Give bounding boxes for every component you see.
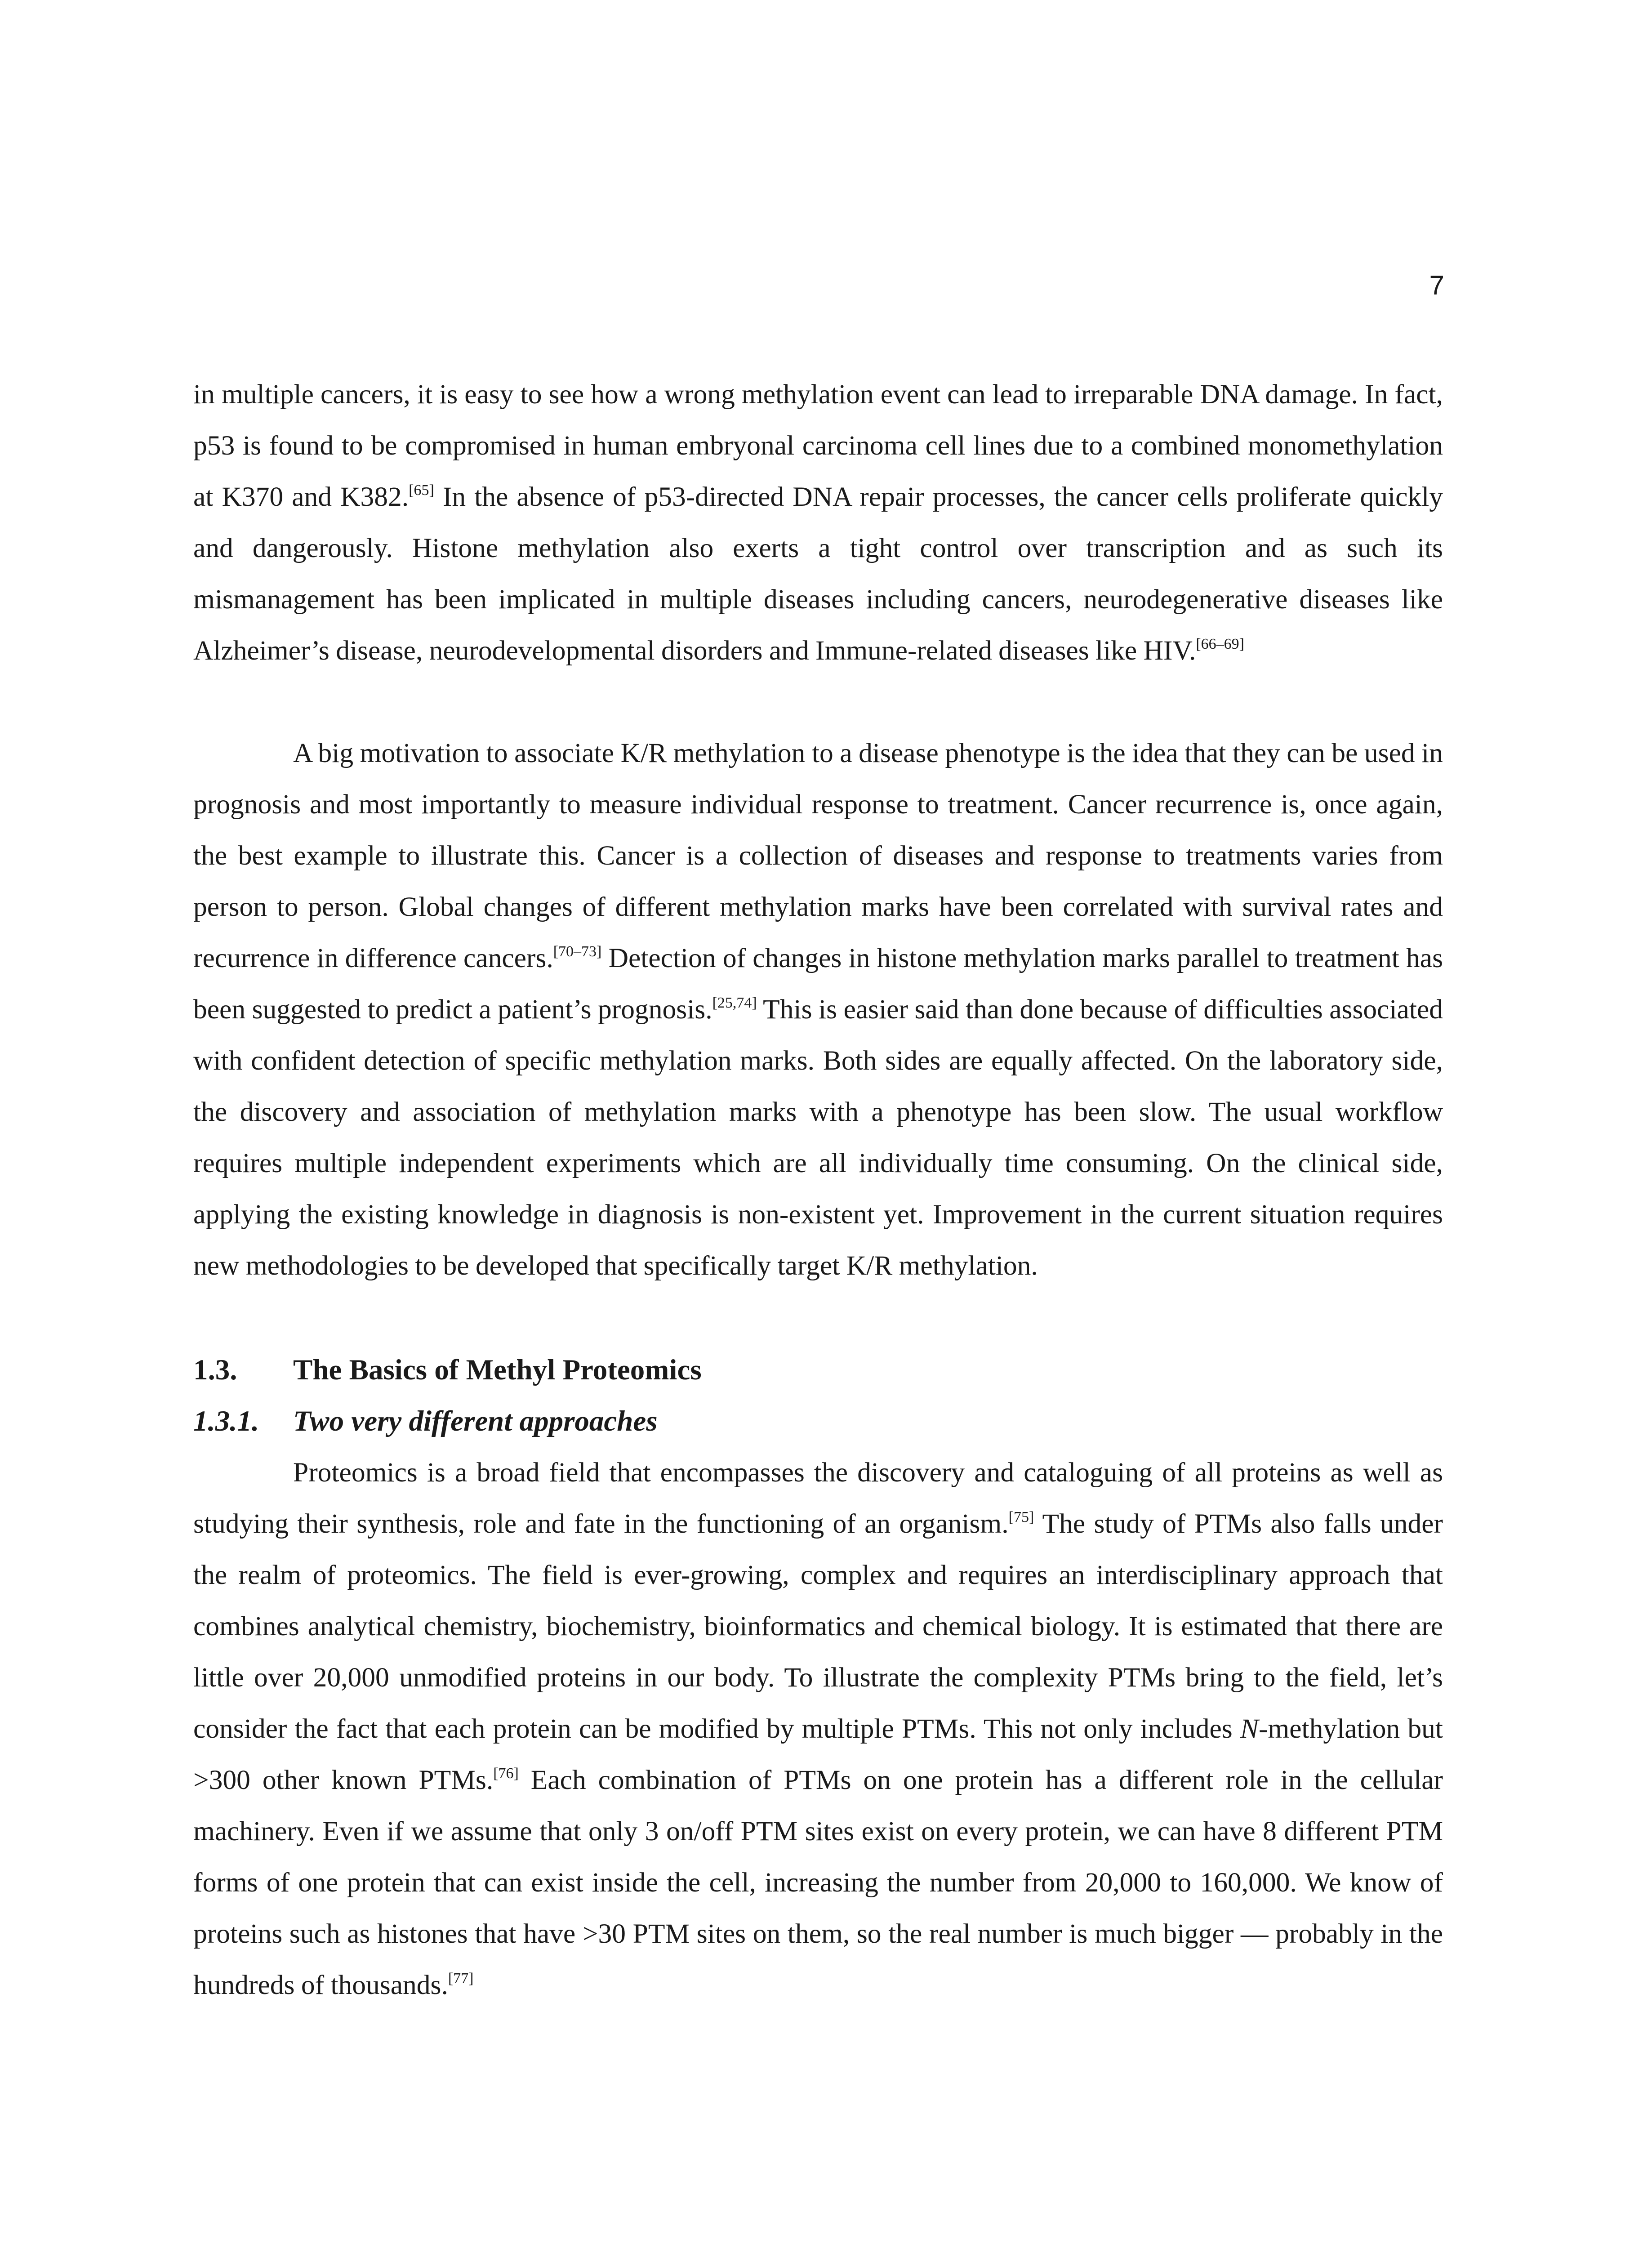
citation: [25,74] [712,995,757,1011]
paragraph-spacer [193,676,1443,727]
paragraph-text: Detection of changes in histone methylation marks parallel to treatment has been suggested to predict a patient’s prognosis. [193,943,1443,1025]
paragraph-text: Each combination of PTMs on one protein has a different role in the cellular machinery. Even if we assume that only 3 on/off PTM sites exist on every protein, we can have 8 different PTM forms of one protein that can exist inside the cell, increasing the number from 20,000 to 160,000. We know of proteins such as histones that have >30 PTM sites on them, so the real number is much bigger — probably in the hundreds of thousands. [193,1765,1443,2000]
paragraph-text: This is easier said than done because of difficulties associated with confident detection of specific methylation marks. Both sides are equally affected. On the laboratory side, the discovery and association of methylation marks with a phenotype has been slow. The usual workflow requires multiple independent experiments which are all individually time consuming. On the clinical side, applying the existing knowledge in diagnosis is non-existent yet. Improvement in the current situation requires new methodologies to be developed that specifically target K/R methylation. [193,994,1443,1281]
section-heading [193,1344,1443,1396]
section-title: The Basics of Methyl Proteomics [293,1354,702,1386]
italic-n: N [1240,1713,1259,1744]
paragraph-proteomics [193,1447,1443,2011]
paragraph-p53-methylation [193,369,1443,676]
paragraph-text: The study of PTMs also falls under the realm of proteomics. The field is ever-growing, complex and requires an interdisciplinary approach that combines analytical chemistry, biochemistry, bioinformatics and chemical biology. It is estimated that there are little over 20,000 unmodified proteins in our body. To illustrate the complexity PTMs bring to the field, let’s consider the fact that each protein can be modified by multiple PTMs. This not only includes [193,1508,1443,1744]
citation: [70–73] [553,943,602,960]
citation: [76] [493,1765,519,1782]
paragraph-text: A big motivation to associate K/R methylation to a disease phenotype is the idea that they can be used in prognosis and most importantly to measure individual response to treatment. Cancer recurrence is, once again, the best example to illustrate this. Cancer is a collection of diseases and response to treatments varies from person to person. Global changes of different methylation marks have been correlated with survival rates and recurrence in difference cancers. [193,738,1443,973]
citation: [65] [409,482,434,499]
paragraph-text: -methylation but >300 other known PTMs. [193,1713,1443,1795]
section-number: 1.3. [193,1354,237,1386]
subsection-number: 1.3.1. [193,1405,259,1437]
paragraph-text: Proteomics is a broad field that encompasses the discovery and cataloguing of all proteins as well as studying their synthesis, role and fate in the functioning of an organism. [193,1457,1443,1539]
citation: [66–69] [1196,636,1245,652]
citation: [75] [1008,1509,1034,1525]
subsection-heading [193,1396,1443,1447]
subsection-title: Two very different approaches [293,1405,658,1437]
citation: [77] [448,1970,474,1987]
page-body [193,369,1443,2011]
paragraph-disease-phenotype [193,727,1443,1291]
page-number: 7 [1429,270,1444,300]
paragraph-text: In the absence of p53-directed DNA repair processes, the cancer cells proliferate quickly and dangerously. Histone methylation also exerts a tight control over transcription and as such its mismanagement has been implicated in multiple diseases including cancers, neurodegenerative diseases like Alzheimer’s disease, neurodevelopmental disorders and Immune-related diseases like HIV. [193,482,1443,666]
paragraph-text: in multiple cancers, it is easy to see how a wrong methylation event can lead to irreparable DNA damage. In fact, p53 is found to be compromised in human embryonal carcinoma cell lines due to a combined monomethylation at K370 and K382. [193,379,1443,512]
